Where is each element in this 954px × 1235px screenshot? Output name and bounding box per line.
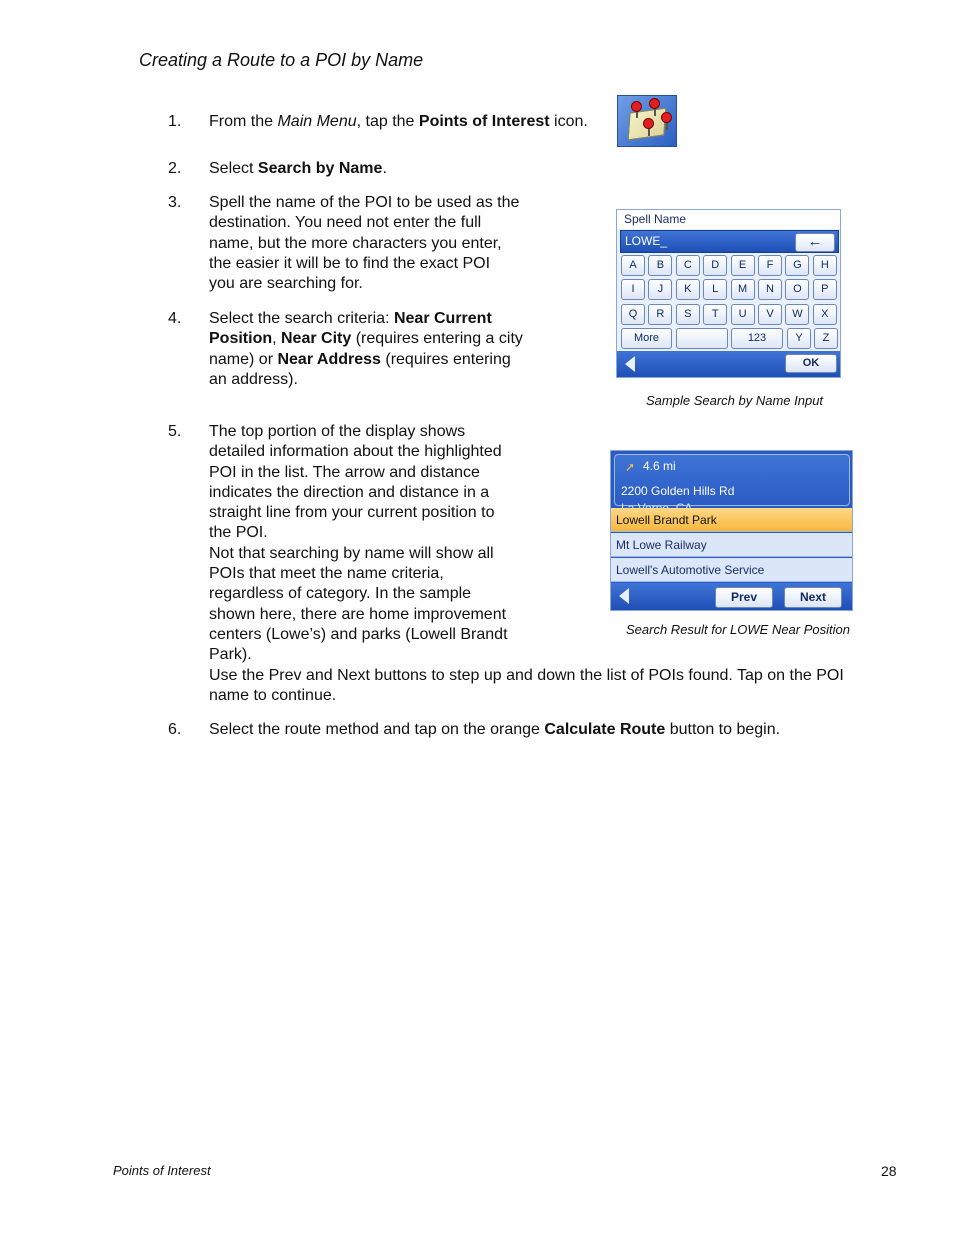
space-key	[676, 328, 728, 349]
ok-button: OK	[785, 354, 837, 373]
numbers-key: 123	[731, 328, 783, 349]
step-4	[0, 309, 560, 399]
poi-address: 2200 Golden Hills Rd	[621, 484, 735, 498]
backspace-icon: ←	[795, 233, 835, 252]
poi-distance: 4.6 mi	[643, 459, 676, 473]
spell-name-input: LOWE_ ←	[620, 230, 839, 253]
key-e: E	[731, 255, 755, 276]
step-number: 5.	[168, 423, 182, 440]
result-caption: Search Result for LOWE Near Position	[626, 622, 850, 637]
key-f: F	[758, 255, 782, 276]
key-r: R	[648, 304, 672, 325]
spell-name-screenshot	[616, 209, 841, 378]
key-i: I	[621, 279, 645, 300]
key-x: X	[813, 304, 837, 325]
points-of-interest-icon	[617, 95, 677, 147]
key-n: N	[758, 279, 782, 300]
key-q: Q	[621, 304, 645, 325]
key-b: B	[648, 255, 672, 276]
result-bottom-bar	[611, 583, 852, 610]
key-l: L	[703, 279, 727, 300]
more-key: More	[621, 328, 672, 349]
keyboard-bottom-bar	[617, 351, 840, 377]
result-item: Lowell Brandt Park	[611, 508, 852, 532]
step-text: Spell the name of the POI to be used as the destination. You need not enter the full name, but the more characters you enter, the easier it will be to find the exact POI you are searching for.	[209, 194, 520, 293]
spell-name-title: Spell Name	[617, 210, 840, 229]
key-c: C	[676, 255, 700, 276]
step-text: The top portion of the display shows detailed information about the highlighted POI in the list. The arrow and distance indicates the direction and distance in a straight line from your current position to the POI. Not that searching by name will show all POIs that meet the name criteria, regardless of category. In the sample shown here, there are home improvement centers (Lowe’s) and parks (Lowell Brandt Park). Use the Prev and Next buttons to step up and down the list of POIs found. Tap on the POI name to continue.	[209, 423, 844, 704]
poi-detail-panel	[614, 454, 850, 506]
step-text: Select the route method and tap on the orange Calculate Route button to begin.	[209, 721, 781, 738]
step-text: Select the search criteria: Near Current Position, Near City (requires entering a city name) or Near Address (requires entering an address).	[209, 310, 523, 388]
key-a: A	[621, 255, 645, 276]
step-3	[0, 193, 560, 303]
direction-arrow-icon: ➚	[625, 460, 636, 474]
key-w: W	[785, 304, 809, 325]
key-h: H	[813, 255, 837, 276]
key-j: J	[648, 279, 672, 300]
key-k: K	[676, 279, 700, 300]
step-number: 1.	[168, 113, 182, 130]
result-item: Lowell's Automotive Service	[611, 558, 852, 582]
step-2	[0, 159, 600, 181]
back-arrow-icon	[619, 588, 629, 604]
keyboard-caption: Sample Search by Name Input	[646, 393, 824, 408]
search-result-screenshot	[610, 450, 853, 611]
key-o: O	[785, 279, 809, 300]
step-text: Select Search by Name.	[209, 160, 387, 177]
step-1	[0, 112, 620, 134]
step-6	[0, 720, 900, 742]
result-item: Mt Lowe Railway	[611, 533, 852, 557]
prev-button: Prev	[715, 587, 773, 608]
key-d: D	[703, 255, 727, 276]
step-number: 2.	[168, 160, 182, 177]
key-g: G	[785, 255, 809, 276]
key-t: T	[703, 304, 727, 325]
key-y: Y	[787, 328, 811, 349]
back-arrow-icon	[625, 356, 635, 372]
key-m: M	[731, 279, 755, 300]
key-v: V	[758, 304, 782, 325]
key-z: Z	[814, 328, 838, 349]
step-number: 3.	[168, 194, 182, 211]
poi-city	[621, 501, 692, 507]
key-p: P	[813, 279, 837, 300]
section-title: Creating a Route to a POI by Name	[139, 50, 424, 70]
footer-section-name: Points of Interest	[113, 1163, 211, 1178]
key-s: S	[676, 304, 700, 325]
next-button: Next	[784, 587, 842, 608]
step-text: From the Main Menu, tap the Points of Interest icon.	[209, 113, 588, 130]
step-number: 4.	[168, 310, 182, 327]
step-number: 6.	[168, 721, 182, 738]
page-number: 28	[881, 1163, 897, 1179]
key-u: U	[731, 304, 755, 325]
